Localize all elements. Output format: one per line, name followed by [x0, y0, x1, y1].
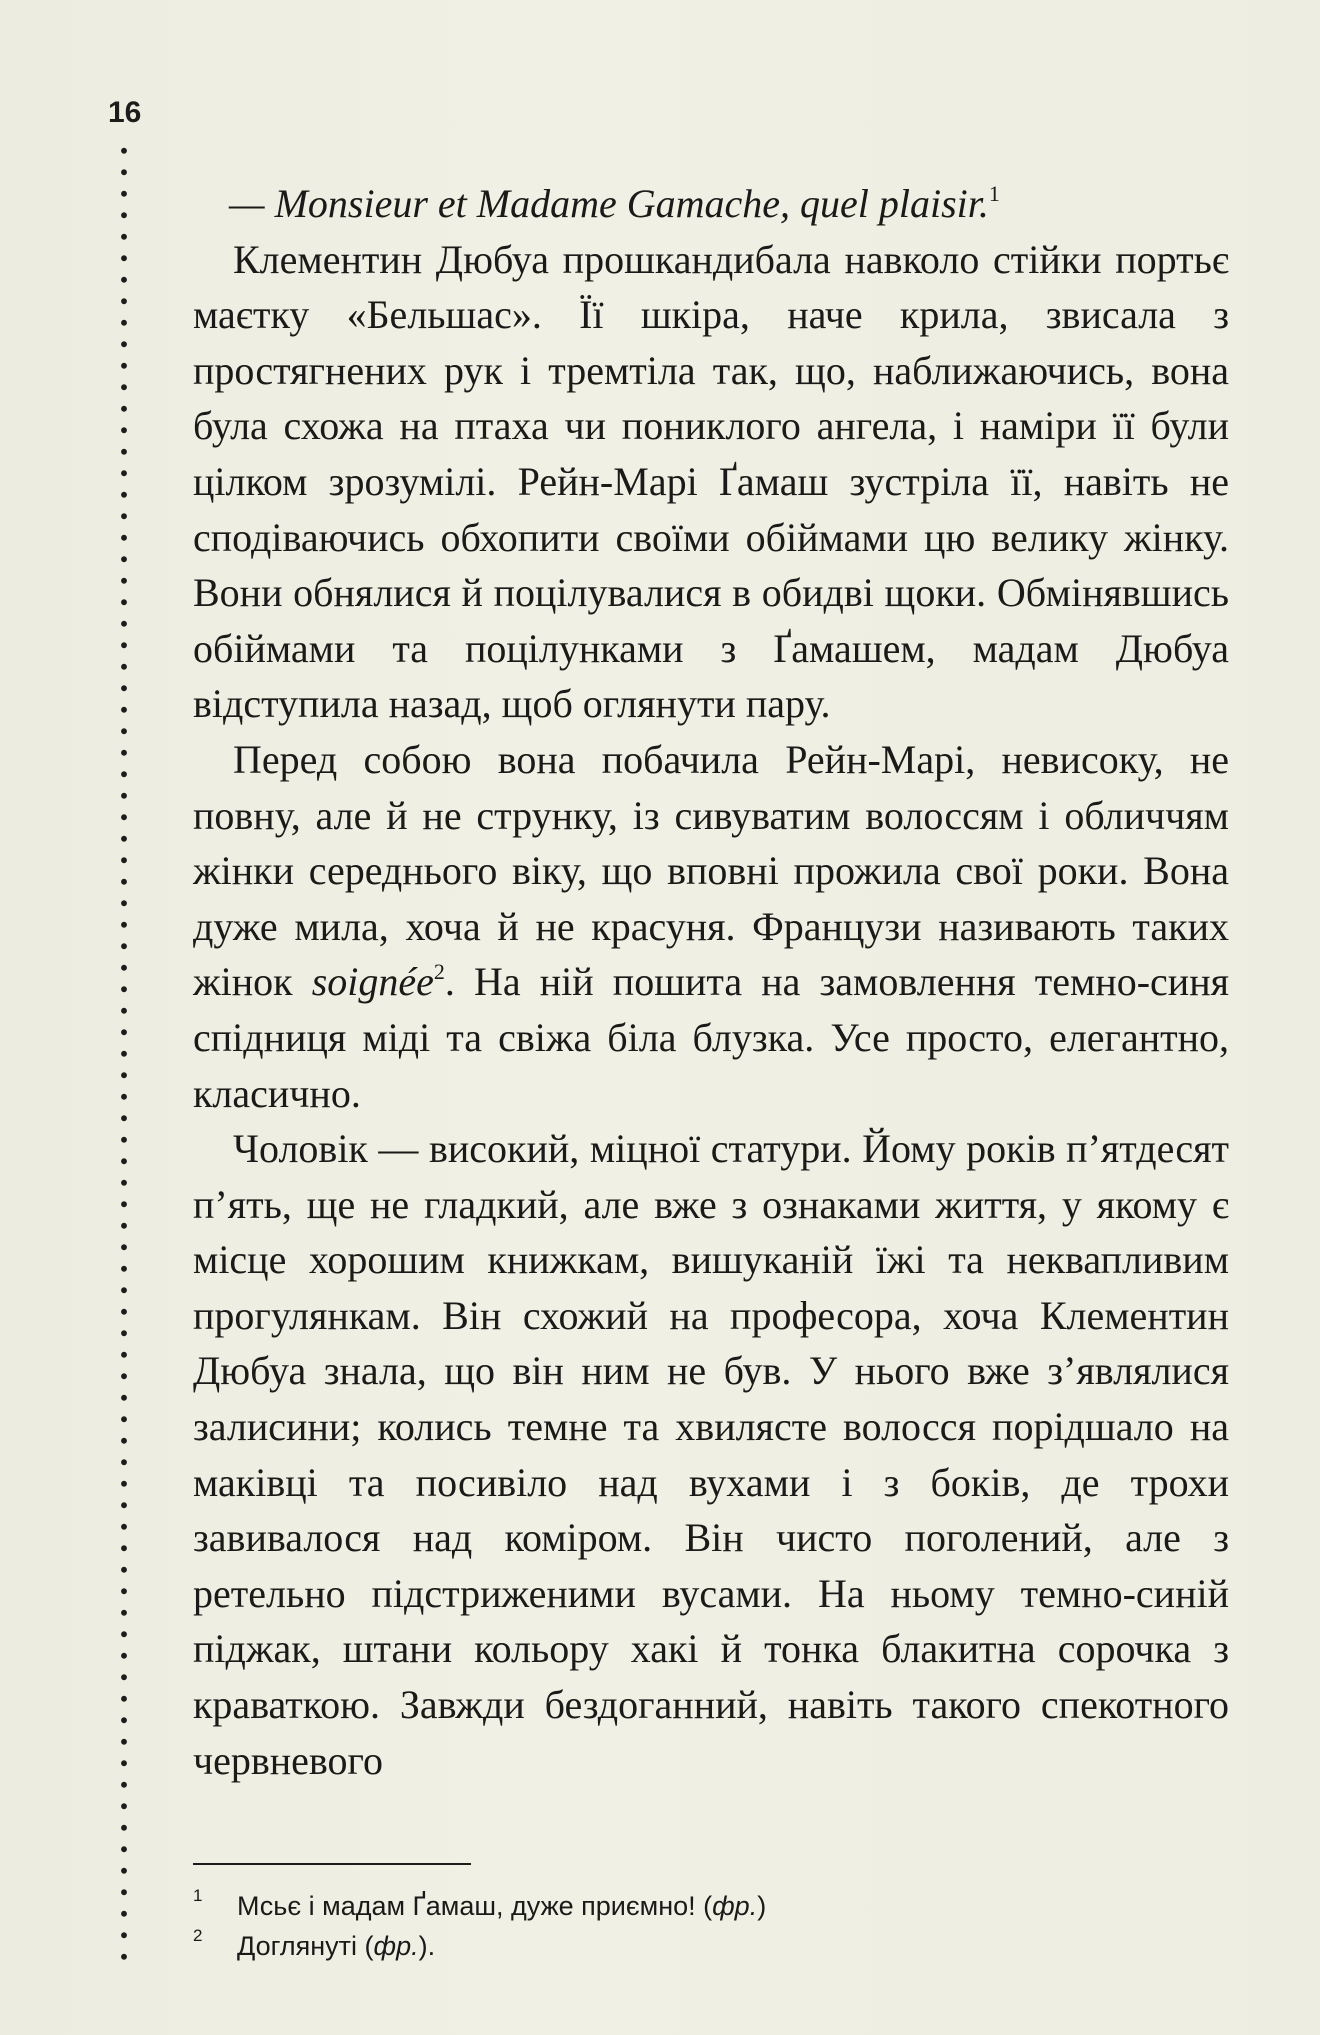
footnote-1-text	[237, 1886, 766, 1926]
body-text	[193, 176, 1229, 1788]
footnote-1-italic: фр.	[712, 1891, 758, 1921]
footnote-1-mark: 1	[193, 1886, 203, 1905]
paragraph-4: Чоловік — високий, міцної статури. Йому років п’ятдесят п’ять, ще не гладкий, але вже з ознаками життя, у якому є місце хорошим книжкам, вишуканій їжі та неквапливим прогулянкам. Він схожий на професора, хоча Клементин Дюбуа знала, що він ним не був. У нього вже з’являлися залисини; колись темне та хвилясте волосся порідшало на маківці та посивіло над вухами і з боків, де трохи завивалося над коміром. Він чисто поголений, але з ретельно підстриженими вусами. На ньому темно-синій піджак, штани кольору хакі й тонка блакитна сорочка з краваткою. Завжди бездоганний, навіть такого спекотного червневого	[193, 1126, 1229, 1783]
footnote-divider	[193, 1863, 471, 1865]
footnote-2-italic: фр.	[373, 1931, 419, 1961]
paragraph-3-italic: soignée	[311, 959, 434, 1005]
paragraph-3-before: Перед собою вона побачила Рейн-Марі, невисоку, не повну, але й не струнку, із сивуватим волоссям і обличчям жінки середнього віку, що вповні прожила свої роки. Вона дуже мила, хоча й не красуня. Французи називають таких жінок	[193, 736, 1229, 1005]
footnote-2-tail: ).	[418, 1931, 436, 1961]
dotted-margin-rule	[120, 140, 128, 1960]
paragraph-2: Клементин Дюбуа прошкандибала навколо стійки портьє маєтку «Бельшас». Її шкіра, наче крила, звисала з простягнених рук і тремтіла так, що, наближаючись, вона була схожа на птаха чи пониклого ангела, і наміри її були цілком зрозумілі. Рейн-Марі Ґамаш зустріла її, навіть не сподіваючись обхопити своїми обіймами цю велику жінку. Вони обнялися й поцілувалися в обидві щоки. Обмінявшись обіймами та поцілунками з Ґамашем, мадам Дюбуа відступила назад, щоб оглянути пару.	[193, 236, 1229, 727]
footnote-1	[193, 1886, 1193, 1926]
footnote-ref-2: 2	[433, 959, 445, 985]
footnote-1-tail: )	[757, 1891, 767, 1921]
footnote-2	[193, 1926, 1193, 1966]
paragraph-3-after: . На ній пошита на замовлення темно-синя спідниця міді та свіжа біла блузка. Усе просто, елегантно, класично.	[193, 959, 1229, 1116]
paragraph-3	[193, 732, 1229, 1121]
footnote-2-mark: 2	[193, 1926, 203, 1945]
page-number: 16	[108, 96, 142, 129]
footnote-1-body: Мсьє і мадам Ґамаш, дуже приємно! (	[237, 1891, 713, 1921]
footnotes	[193, 1886, 1193, 1966]
paragraph-1	[193, 176, 1229, 232]
footnote-ref-1: 1	[988, 181, 1000, 206]
footnote-2-body: Доглянуті (	[237, 1931, 374, 1961]
paragraph-1-italic: — Monsieur et Madame Gamache, quel plaisir.	[229, 181, 989, 226]
footnote-2-text	[237, 1926, 435, 1966]
